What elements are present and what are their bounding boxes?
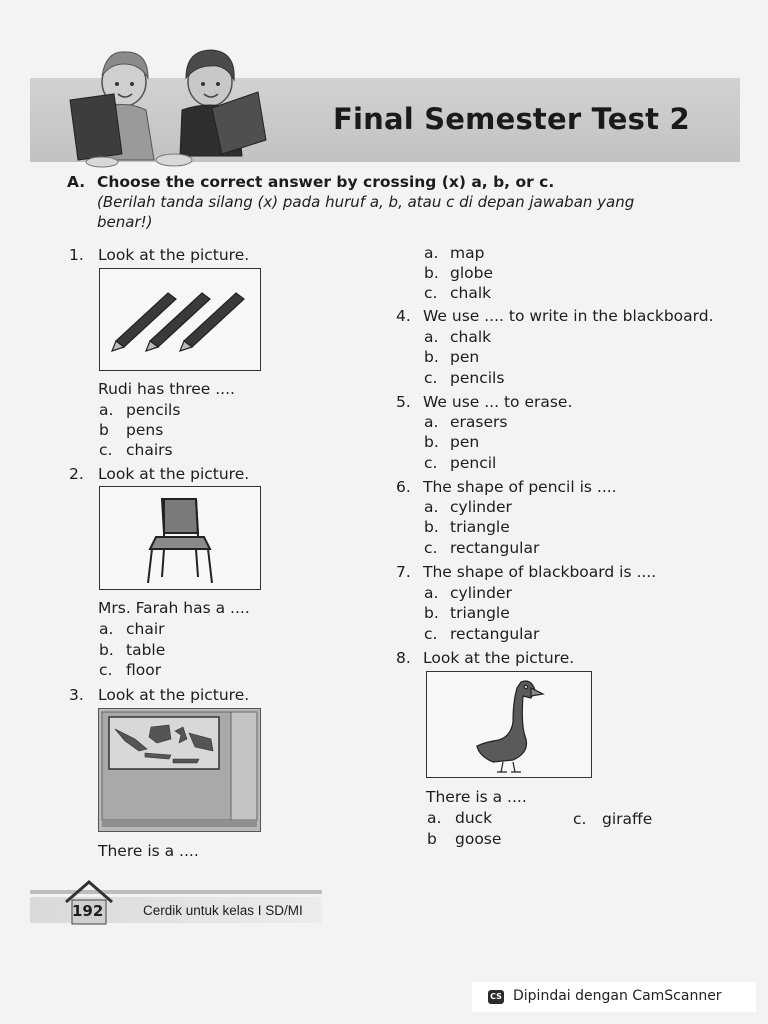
option-key: b. — [424, 604, 439, 622]
section-instruction: Choose the correct answer by crossing (x) a, b, or c. — [97, 173, 555, 191]
chair-picture — [99, 486, 261, 590]
option-key: a. — [424, 413, 439, 431]
map-board-icon — [99, 709, 260, 831]
option-text: map — [450, 244, 485, 262]
option-text: pencils — [450, 369, 505, 387]
question-number: 8. — [396, 649, 411, 667]
option-text: pen — [450, 348, 480, 366]
question-prompt: Look at the picture. — [98, 686, 250, 704]
question-prompt: We use .... to write in the blackboard. — [423, 307, 714, 325]
option-key: c. — [424, 539, 438, 557]
page-title: Final Semester Test 2 — [333, 102, 690, 136]
option-text: erasers — [450, 413, 508, 431]
question-prompt: The shape of blackboard is .... — [423, 563, 657, 581]
question-number: 6. — [396, 478, 411, 496]
option-text: chalk — [450, 284, 492, 302]
option-key: b. — [424, 518, 439, 536]
question-prompt: Look at the picture. — [423, 649, 575, 667]
option-key: c. — [424, 284, 438, 302]
option-key: b. — [424, 264, 439, 282]
section-translation-line1: (Berilah tanda silang (x) pada huruf a, b, atau c di depan jawaban yang — [97, 193, 635, 211]
option-key: b. — [99, 641, 114, 659]
option-text: chair — [126, 620, 165, 638]
option-text: floor — [126, 661, 162, 679]
option-text: chalk — [450, 328, 492, 346]
option-text: giraffe — [602, 810, 653, 828]
question-number: 2. — [69, 465, 84, 483]
option-text: chairs — [126, 441, 173, 459]
question-prompt: Look at the picture. — [98, 465, 250, 483]
option-text: rectangular — [450, 625, 540, 643]
question-prompt: We use ... to erase. — [423, 393, 573, 411]
page-number: 192 — [72, 902, 104, 920]
option-key: a. — [424, 498, 439, 516]
option-key: b. — [424, 348, 439, 366]
option-key: b — [427, 830, 437, 848]
option-text: globe — [450, 264, 494, 282]
option-text: pencil — [450, 454, 497, 472]
question-number: 4. — [396, 307, 411, 325]
question-number: 3. — [69, 686, 84, 704]
section-translation-line2: benar!) — [97, 213, 153, 231]
question-stem: There is a .... — [98, 842, 199, 860]
option-key: a. — [424, 328, 439, 346]
option-key: a. — [99, 620, 114, 638]
option-text: rectangular — [450, 539, 540, 557]
question-number: 5. — [396, 393, 411, 411]
question-number: 7. — [396, 563, 411, 581]
question-stem: Rudi has three .... — [98, 380, 235, 398]
pencils-icon — [100, 269, 260, 370]
section-label: A. — [67, 173, 86, 191]
question-prompt: Look at the picture. — [98, 246, 250, 264]
option-text: pens — [126, 421, 164, 439]
option-text: triangle — [450, 604, 510, 622]
option-text: triangle — [450, 518, 510, 536]
option-text: table — [126, 641, 166, 659]
option-key: c. — [99, 441, 113, 459]
goose-picture — [426, 671, 592, 778]
option-text: pencils — [126, 401, 181, 419]
watermark-text: Dipindai dengan CamScanner — [513, 988, 722, 1004]
option-key: c. — [424, 369, 438, 387]
question-prompt: The shape of pencil is .... — [423, 478, 617, 496]
option-key: b. — [424, 433, 439, 451]
question-stem: Mrs. Farah has a .... — [98, 599, 250, 617]
option-key: b — [99, 421, 109, 439]
map-board-picture — [98, 708, 261, 832]
option-key: c. — [99, 661, 113, 679]
option-text: duck — [455, 809, 493, 827]
option-key: c. — [424, 625, 438, 643]
book-title: Cerdik untuk kelas I SD/MI — [143, 903, 303, 918]
chair-icon — [100, 487, 260, 589]
option-key: a. — [424, 584, 439, 602]
option-key: a. — [427, 809, 442, 827]
option-text: cylinder — [450, 584, 512, 602]
question-number: 1. — [69, 246, 84, 264]
option-text: goose — [455, 830, 502, 848]
camscanner-logo-icon: CS — [488, 990, 504, 1004]
option-key: a. — [424, 244, 439, 262]
option-key: c. — [573, 810, 587, 828]
pencils-picture — [99, 268, 261, 371]
reading-children-illustration — [62, 30, 272, 170]
option-key: a. — [99, 401, 114, 419]
question-stem: There is a .... — [426, 788, 527, 806]
goose-icon — [427, 672, 591, 777]
option-text: pen — [450, 433, 480, 451]
option-key: c. — [424, 454, 438, 472]
option-text: cylinder — [450, 498, 512, 516]
